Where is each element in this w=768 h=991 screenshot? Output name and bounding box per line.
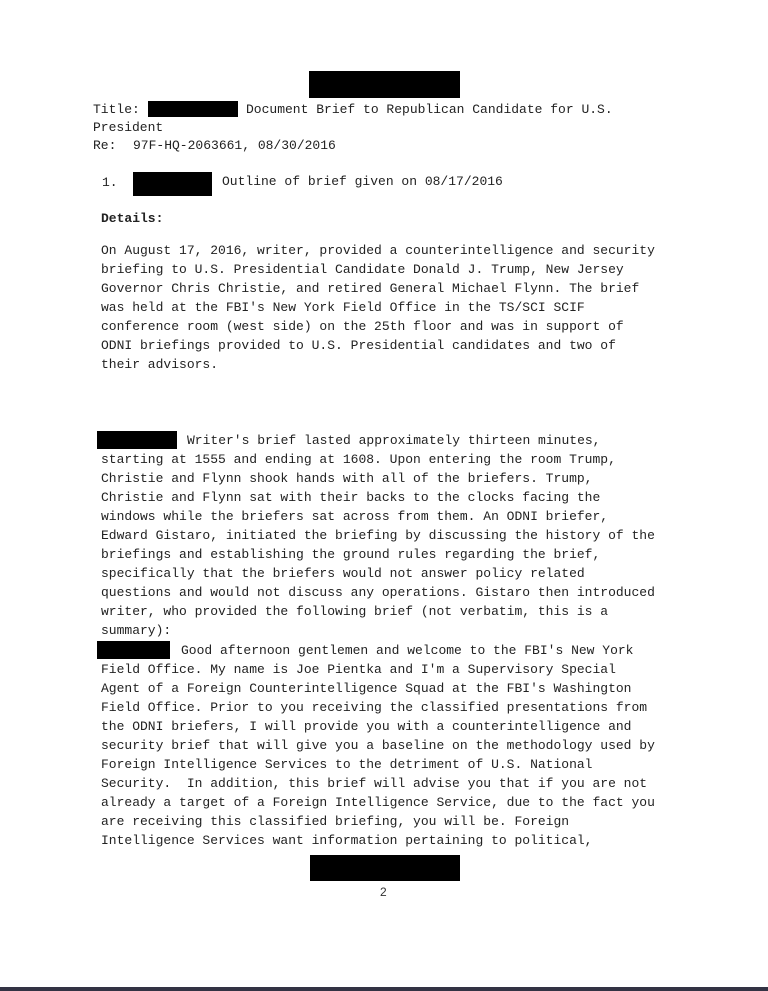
line: Christie and Flynn shook hands with all of the briefers. Trump, [101, 471, 593, 486]
line: their advisors. [101, 357, 219, 372]
line: Agent of a Foreign Counterintelligence Squad at the FBI's Washington [101, 681, 632, 696]
redaction-item [133, 172, 212, 196]
line: summary): [101, 623, 172, 638]
paragraph-3 [101, 641, 655, 850]
title-continuation: President [93, 120, 164, 135]
line: Christie and Flynn sat with their backs to the clocks facing the [101, 490, 601, 505]
line: specifically that the briefers would not answer policy related [101, 566, 585, 581]
line: windows while the briefers sat across from them. An ODNI briefer, [101, 509, 609, 524]
title-label: Title: [93, 102, 140, 117]
line: Field Office. My name is Joe Pientka and I'm a Supervisory Special [101, 662, 616, 677]
line: writer, who provided the following brief (not verbatim, this is a [101, 604, 609, 619]
line: Security. In addition, this brief will advise you that if you are not [101, 776, 648, 791]
line: conference room (west side) on the 25th floor and was in support of [101, 319, 624, 334]
line: briefing to U.S. Presidential Candidate Donald J. Trump, New Jersey [101, 262, 624, 277]
line: Writer's brief lasted approximately thirteen minutes, [187, 433, 601, 448]
line: Intelligence Services want information pertaining to political, [101, 833, 593, 848]
line: Good afternoon gentlemen and welcome to the FBI's New York [181, 643, 634, 658]
line: On August 17, 2016, writer, provided a counterintelligence and security [101, 243, 655, 258]
redaction-top [309, 71, 460, 98]
item-number: 1. [102, 175, 118, 190]
bottom-edge [0, 987, 768, 991]
details-heading: Details: [101, 211, 164, 226]
title-text: Document Brief to Republican Candidate for U.S. [246, 102, 613, 117]
redaction-bottom [310, 855, 460, 881]
item-text: Outline of brief given on 08/17/2016 [222, 174, 503, 189]
redaction-title [148, 101, 238, 117]
line: starting at 1555 and ending at 1608. Upon entering the room Trump, [101, 452, 616, 467]
line: Governor Chris Christie, and retired General Michael Flynn. The brief [101, 281, 640, 296]
line: Edward Gistaro, initiated the briefing by discussing the history of the [101, 528, 655, 543]
line: are receiving this classified briefing, you will be. Foreign [101, 814, 570, 829]
line: Field Office. Prior to you receiving the classified presentations from [101, 700, 648, 715]
paragraph-1 [101, 241, 655, 374]
line: was held at the FBI's New York Field Office in the TS/SCI SCIF [101, 300, 585, 315]
line: questions and would not discuss any operations. Gistaro then introduced [101, 585, 655, 600]
line: briefings and establishing the ground rules regarding the brief, [101, 547, 601, 562]
re-label: Re: [93, 138, 117, 153]
paragraph-2 [101, 431, 655, 640]
page-number: 2 [380, 885, 387, 899]
line: ODNI briefings provided to U.S. Presidential candidates and two of [101, 338, 616, 353]
line: Foreign Intelligence Services to the detriment of U.S. National [101, 757, 593, 772]
line: already a target of a Foreign Intelligence Service, due to the fact you [101, 795, 655, 810]
line: security brief that will give you a baseline on the methodology used by [101, 738, 655, 753]
re-text: 97F-HQ-2063661, 08/30/2016 [133, 138, 336, 153]
line: the ODNI briefers, I will provide you with a counterintelligence and [101, 719, 632, 734]
